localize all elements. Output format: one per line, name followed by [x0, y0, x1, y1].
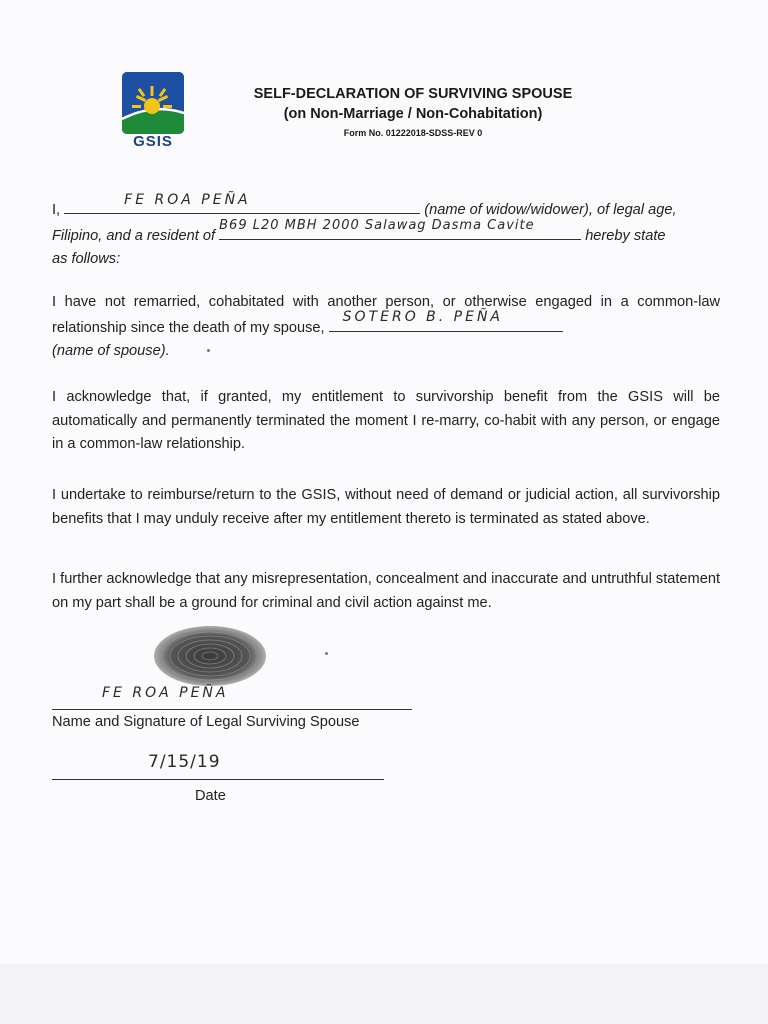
form-title: SELF-DECLARATION OF SURVIVING SPOUSE: [253, 86, 573, 102]
paragraph-4-text: I further acknowledge that any misrepresentation, concealment and inaccurate and untruthful statement on my part shall be a ground for criminal and civil action against me.: [52, 571, 720, 611]
scan-bottom-margin: [0, 964, 768, 1024]
thumbprint-icon: [150, 620, 270, 690]
paragraph-reimbursement: [52, 484, 720, 531]
as-follows: as follows:: [52, 251, 121, 267]
name-hint: (name of widow/widower), of legal age,: [424, 202, 677, 218]
gsis-logo-icon: [122, 72, 184, 134]
paragraph-non-remarriage: [52, 291, 720, 364]
paragraph-1-text: I have not remarried, cohabitated with another person, or otherwise engaged in a common-law relationship since the death of my spouse,: [52, 294, 720, 336]
scan-speck: [207, 349, 210, 352]
form-subtitle: (on Non-Marriage / Non-Cohabitation): [283, 106, 543, 122]
name-field[interactable]: [64, 191, 420, 214]
paragraph-misrepresentation: [52, 568, 720, 615]
name-value: FE ROA PEÑA: [124, 191, 251, 208]
form-number: Form No. 01222018-SDSS-REV 0: [343, 128, 483, 138]
logo-text: GSIS: [133, 133, 173, 150]
address-field[interactable]: [219, 218, 581, 240]
handwritten-date: 7/15/19: [148, 752, 221, 772]
scan-speck: [325, 652, 328, 655]
signature-line[interactable]: [52, 709, 412, 710]
form-header: [200, 84, 626, 140]
paragraph-2-text: I acknowledge that, if granted, my entitlement to survivorship benefit from the GSIS will be automatically and permanently terminated the moment I re-marry, co-habit with any person, or engage in a common-law relationship.: [52, 389, 720, 452]
intro-paragraph: [52, 191, 720, 272]
intro-prefix: I,: [52, 202, 61, 218]
address-value: B69 L20 MBH 2000 Salawag Dasma Cavite: [219, 218, 535, 233]
residence-prefix: Filipino, and a resident of: [52, 227, 216, 244]
spouse-name-field[interactable]: [329, 309, 563, 332]
paragraph-acknowledgement: [52, 386, 720, 457]
handwritten-signature-name: FE ROA PEÑA: [102, 685, 229, 701]
signature-label: Name and Signature of Legal Surviving Spouse: [52, 714, 360, 730]
spouse-name-value: SOTERO B. PEÑA: [342, 309, 503, 325]
date-line[interactable]: [52, 779, 384, 780]
paragraph-3-text: I undertake to reimburse/return to the GSIS, without need of demand or judicial action, all survivorship benefits that I may unduly receive after my entitlement thereto is terminated as stated above.: [52, 487, 720, 527]
date-label: Date: [195, 788, 226, 804]
spouse-name-hint: (name of spouse).: [52, 343, 170, 359]
residence-suffix: hereby state: [585, 227, 666, 244]
